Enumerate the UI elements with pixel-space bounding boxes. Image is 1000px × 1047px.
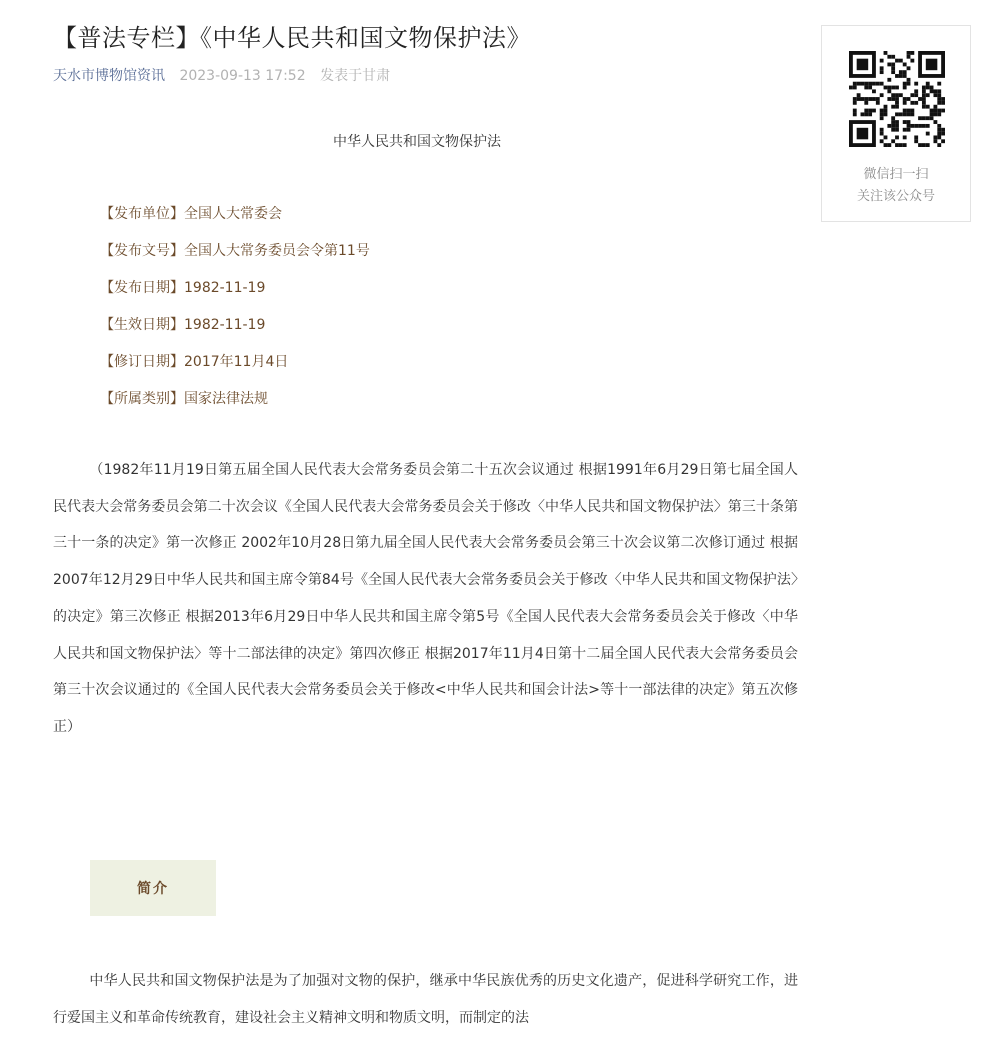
- info-row-issuer: [100, 201, 370, 238]
- info-value: 国家法律法规: [184, 391, 268, 407]
- qr-code-card: [821, 25, 971, 222]
- info-key: 【修订日期】: [100, 354, 184, 370]
- account-name-link[interactable]: 天水市博物馆资讯: [53, 68, 165, 84]
- publish-location: 发表于甘肃: [320, 68, 391, 84]
- info-key: 【发布日期】: [100, 280, 184, 296]
- info-row-revision-date: [100, 349, 370, 386]
- info-key: 【发布单位】: [100, 206, 184, 222]
- qr-caption-line1: 微信扫一扫: [863, 167, 929, 182]
- qr-caption: [822, 164, 970, 208]
- law-heading: 中华人民共和国文物保护法: [333, 134, 501, 150]
- article-title: 【普法专栏】《中华人民共和国文物保护法》: [53, 24, 531, 52]
- info-row-document-number: [100, 238, 370, 275]
- info-value: 2017年11月4日: [184, 354, 289, 370]
- info-key: 【所属类别】: [100, 391, 184, 407]
- intro-paragraph: 中华人民共和国文物保护法是为了加强对文物的保护，继承中华民族优秀的历史文化遗产，促进科学研究工作，进行爱国主义和革命传统教育，建设社会主义精神文明和物质文明，而制定的法: [53, 973, 798, 1026]
- info-value: 全国人大常务委员会令第11号: [184, 243, 370, 259]
- info-key: 【发布文号】: [100, 243, 184, 259]
- info-key: 【生效日期】: [100, 317, 184, 333]
- info-value: 全国人大常委会: [184, 206, 282, 222]
- publish-time: 2023-09-13 17:52: [179, 68, 306, 84]
- revision-history-paragraph: （1982年11月19日第五届全国人民代表大会常务委员会第二十五次会议通过 根据1991年6月29日第七届全国人民代表大会常务委员会第二十次会议《全国人民代表大会常务委员会关于修改〈中华人民共和国文物保护法〉第三十条第三十一条的决定》第一次修正 2002年10月28日第九届全国人民代表大会常务委员会第三十次会议第二次修订通过 根据2007年12月29日中华人民共和国主席令第84号《全国人民代表大会常务委员会关于修改〈中华人民共和国文物保护法〉的决定》第三次修正 根据2013年6月29日中华人民共和国主席令第5号《全国人民代表大会常务委员会关于修改〈中华人民共和国文物保护法〉等十二部法律的决定》第四次修正 根据2017年11月4日第十二届全国人民代表大会常务委员会第三十次会议通过的《全国人民代表大会常务委员会关于修改<中华人民共和国会计法>等十一部法律的决定》第五次修正）: [53, 462, 798, 735]
- info-row-category: [100, 386, 370, 423]
- article-meta: [53, 65, 390, 85]
- info-row-publish-date: [100, 275, 370, 312]
- info-row-effective-date: [100, 312, 370, 349]
- law-info-list: [100, 201, 370, 423]
- info-value: 1982-11-19: [184, 317, 266, 333]
- qr-caption-line2: 关注该公众号: [856, 189, 935, 204]
- info-value: 1982-11-19: [184, 280, 266, 296]
- section-heading-intro: 简介: [90, 860, 216, 916]
- qr-code-icon: [849, 51, 945, 147]
